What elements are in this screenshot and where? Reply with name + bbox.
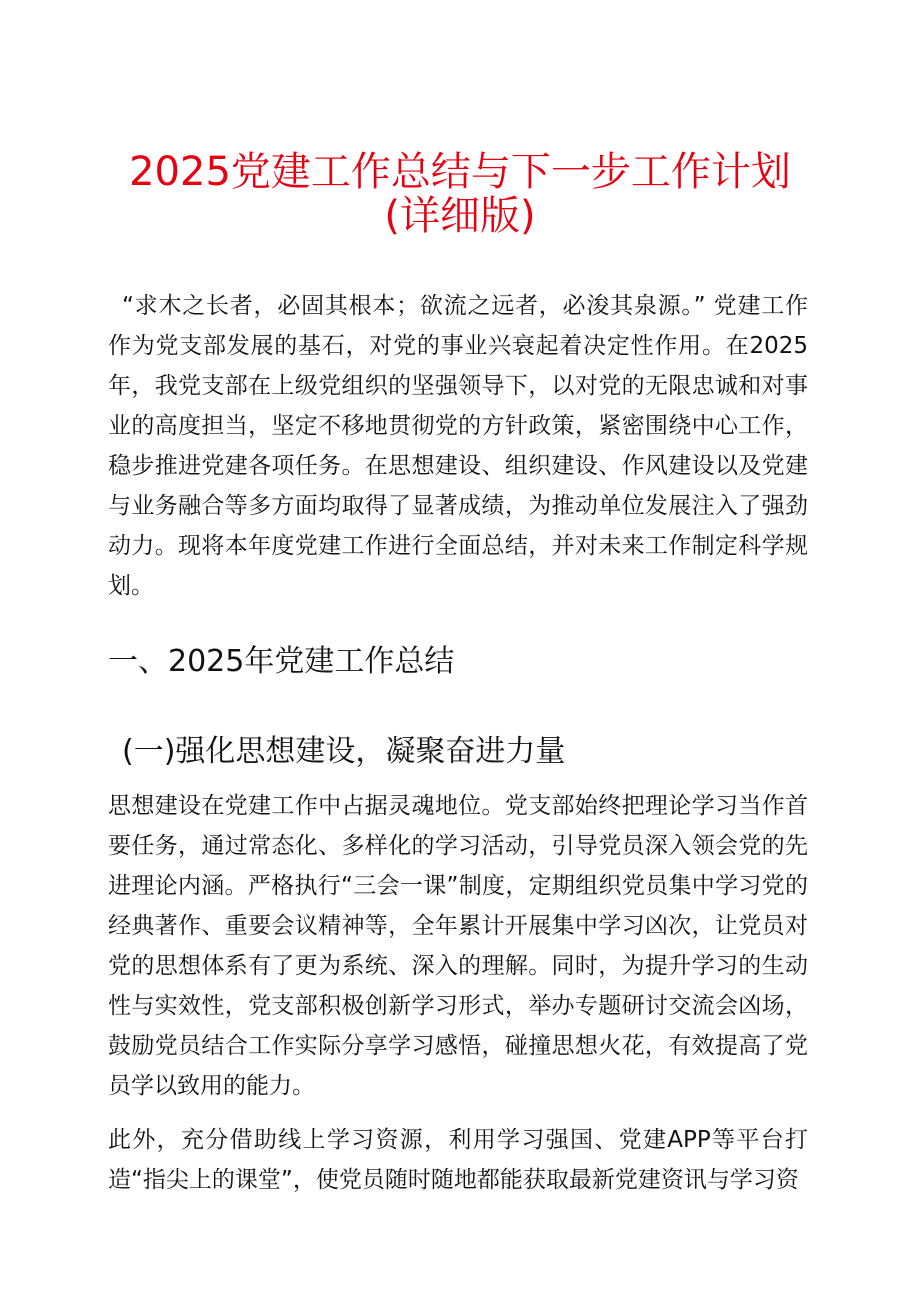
document-title-line2: (详细版) [384,193,536,239]
body-paragraph-1: 思想建设在党建工作中占据灵魂地位。党支部始终把理论学习当作首要任务，通过常态化、多样化的学习活动，引导党员深入领会党的先进理论内涵。严格执行“三会一课”制度，定期组织党员集中学习党的经典著作、重要会议精神等，全年累计开展集中学习凶次，让党员对党的思想体系有了更为系统、深入的理解。同时，为提升学习的生动性与实效性，党支部积极创新学习形式，举办专题研讨交流会凶场，鼓励党员结合工作实际分享学习感悟，碰撞思想火花，有效提高了党员学以致用的能力。 [108,793,808,1099]
document-title-line1: 2025党建工作总结与下一步工作计划 [129,149,791,195]
intro-paragraph: “求木之长者，必固其根本；欲流之远者，必浚其泉源。” 党建工作作为党支部发展的基石，对党的事业兴衰起着决定性作用。在2025年，我党支部在上级党组织的坚强领导下，以对党的无限忠诚和对事业的高度担当，坚定不移地贯彻党的方针政策，紧密围绕中心工作，稳步推进党建各项任务。在思想建设、组织建设、作风建设以及党建与业务融合等多方面均取得了显著成绩，为推动单位发展注入了强劲动力。现将本年度党建工作进行全面总结，并对未来工作制定科学规划。 [108,293,808,599]
section-heading: 一、2025年党建工作总结 [108,644,455,679]
body-paragraph-2: 此外，充分借助线上学习资源，利用学习强国、党建APP等平台打造“指尖上的课堂”，使党员随时随地都能获取最新党建资讯与学习资 [108,1127,808,1193]
subsection-heading: (一)强化思想建设，凝聚奋进力量 [122,734,566,769]
